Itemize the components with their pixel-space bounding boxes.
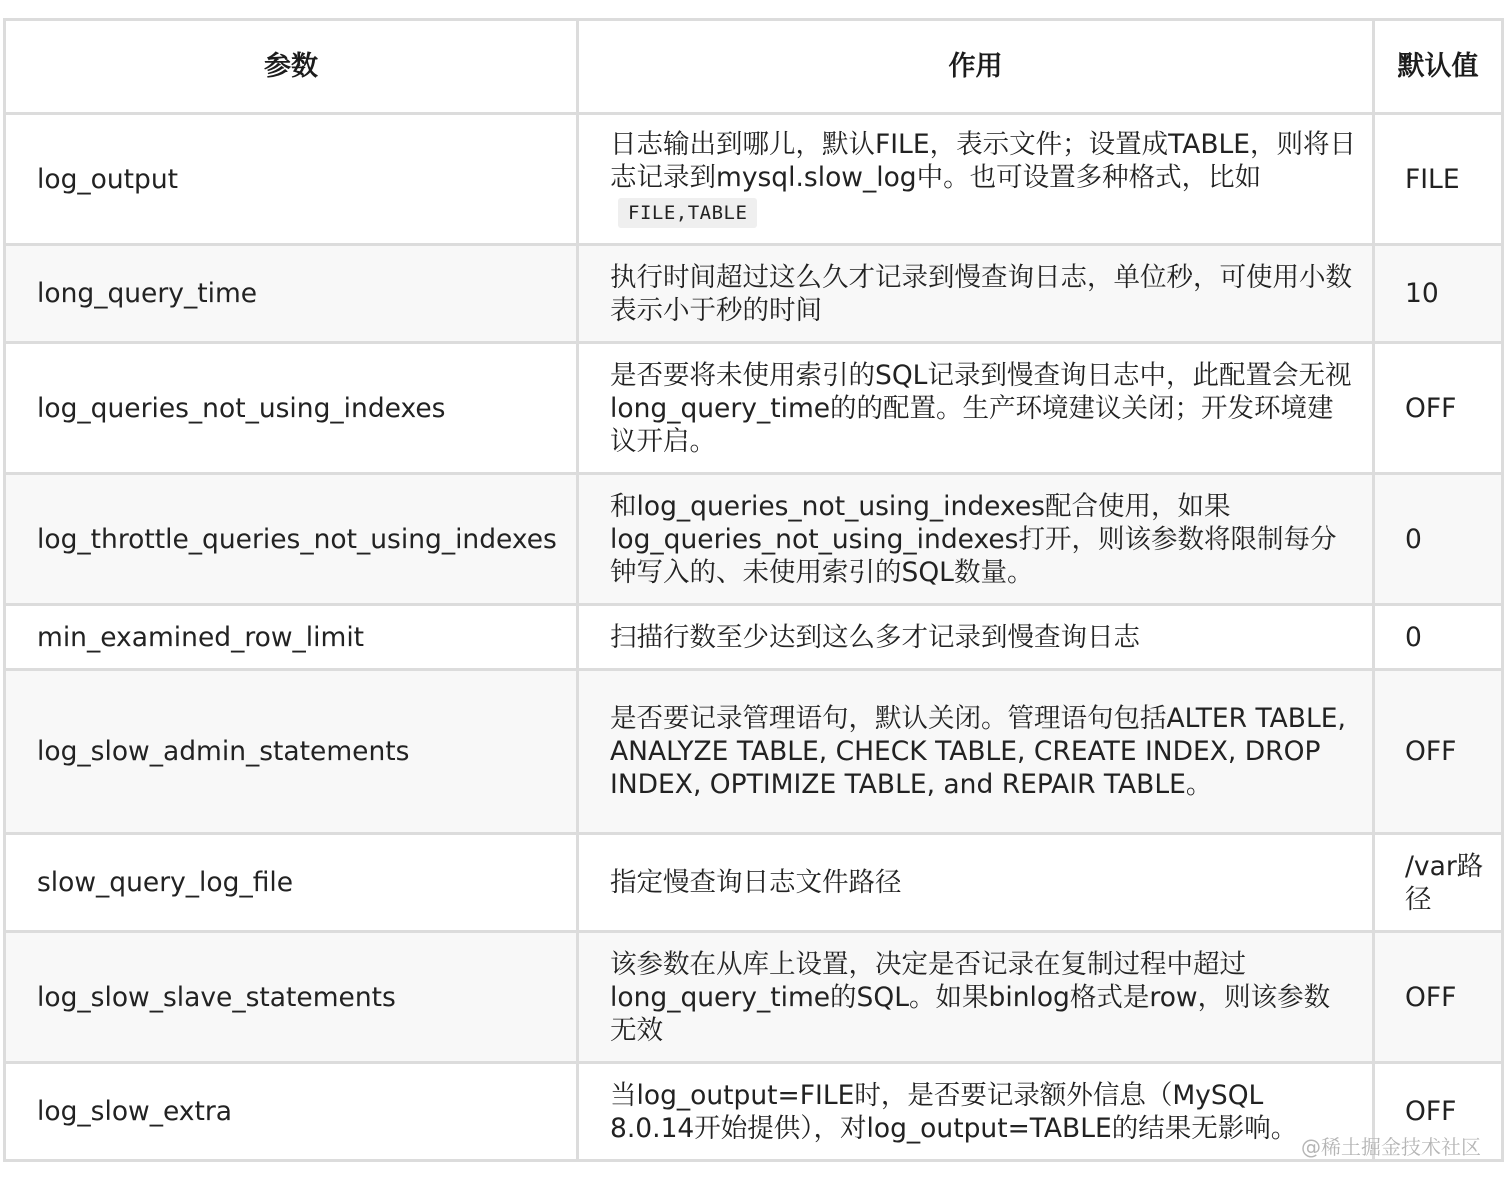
param-description: 执行时间超过这么久才记录到慢查询日志，单位秒，可使用小数表示小于秒的时间 xyxy=(578,245,1374,343)
header-description: 作用 xyxy=(578,20,1374,114)
header-row xyxy=(5,20,1503,114)
watermark: @稀土掘金技术社区 xyxy=(1301,1135,1481,1159)
param-description: 指定慢查询日志文件路径 xyxy=(578,834,1374,932)
param-description xyxy=(578,114,1374,245)
param-description: 和log_queries_not_using_indexes配合使用，如果log_queries_not_using_indexes打开，则该参数将限制每分钟写入的、未使用索引的SQL数量。 xyxy=(578,474,1374,605)
table-row xyxy=(5,114,1503,245)
param-name: log_output xyxy=(5,114,578,245)
table-row xyxy=(5,605,1503,670)
params-table-container xyxy=(3,18,1501,1162)
description-text: 日志输出到哪儿，默认FILE，表示文件；设置成TABLE，则将日志记录到mysql.slow_log中。也可设置多种格式，比如 xyxy=(610,129,1357,193)
table-row xyxy=(5,1063,1503,1161)
table-row xyxy=(5,670,1503,834)
param-name: min_examined_row_limit xyxy=(5,605,578,670)
param-name: log_slow_admin_statements xyxy=(5,670,578,834)
table-row xyxy=(5,932,1503,1063)
header-default: 默认值 xyxy=(1374,20,1503,114)
param-description: 该参数在从库上设置，决定是否记录在复制过程中超过long_query_time的SQL。如果binlog格式是row，则该参数无效 xyxy=(578,932,1374,1063)
slow-log-params-table xyxy=(3,18,1504,1162)
table-row xyxy=(5,474,1503,605)
param-description: 是否要将未使用索引的SQL记录到慢查询日志中，此配置会无视long_query_time的的配置。生产环境建议关闭；开发环境建议开启。 xyxy=(578,343,1374,474)
inline-code: FILE,TABLE xyxy=(618,198,757,228)
param-default: FILE xyxy=(1374,114,1503,245)
param-default: OFF xyxy=(1374,343,1503,474)
param-default: 10 xyxy=(1374,245,1503,343)
param-default: OFF xyxy=(1374,1063,1503,1161)
param-name: log_throttle_queries_not_using_indexes xyxy=(5,474,578,605)
param-name: log_queries_not_using_indexes xyxy=(5,343,578,474)
param-default: 0 xyxy=(1374,605,1503,670)
param-default: OFF xyxy=(1374,932,1503,1063)
table-row xyxy=(5,245,1503,343)
table-row xyxy=(5,343,1503,474)
param-name: log_slow_extra xyxy=(5,1063,578,1161)
param-default: /var路径 xyxy=(1374,834,1503,932)
param-description: 扫描行数至少达到这么多才记录到慢查询日志 xyxy=(578,605,1374,670)
param-name: long_query_time xyxy=(5,245,578,343)
param-name: log_slow_slave_statements xyxy=(5,932,578,1063)
param-description: 是否要记录管理语句，默认关闭。管理语句包括ALTER TABLE, ANALYZE TABLE, CHECK TABLE, CREATE INDEX, DROP INDEX, OPTIMIZE TABLE, and REPAIR TABLE。 xyxy=(578,670,1374,834)
param-default: 0 xyxy=(1374,474,1503,605)
param-name: slow_query_log_file xyxy=(5,834,578,932)
param-default: OFF xyxy=(1374,670,1503,834)
param-description: 当log_output=FILE时，是否要记录额外信息（MySQL 8.0.14开始提供），对log_output=TABLE的结果无影响。 xyxy=(578,1063,1374,1161)
table-row xyxy=(5,834,1503,932)
header-param: 参数 xyxy=(5,20,578,114)
